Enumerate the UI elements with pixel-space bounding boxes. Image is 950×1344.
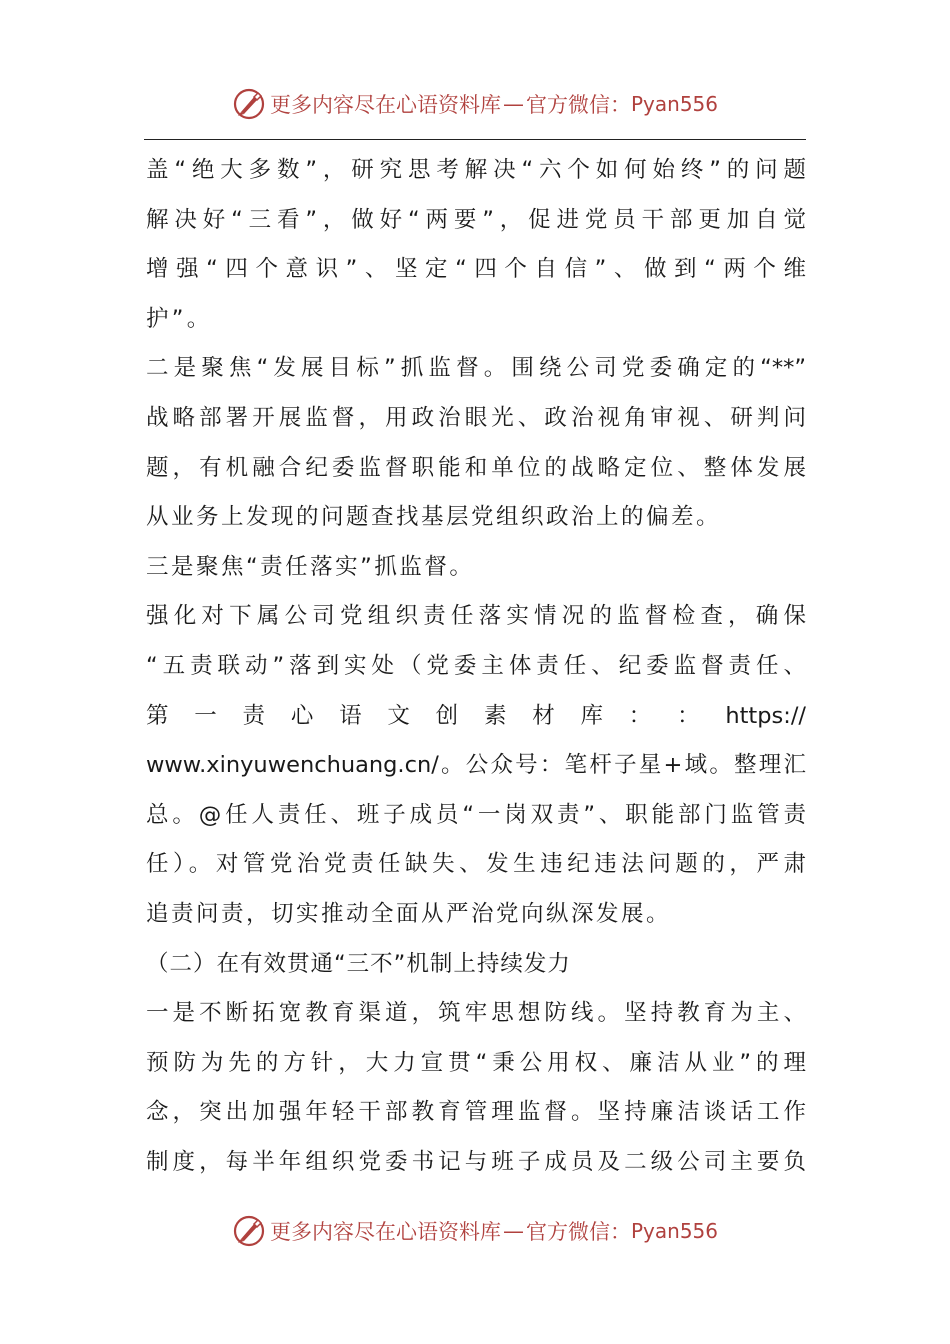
body-line: 第 一 责 心 语 文 创 素 材 库 ： ： https://	[146, 702, 806, 729]
section-heading: （二）在有效贯通“三不”机制上持续发力	[146, 950, 571, 977]
body-line: 任）。对管党治党责任缺失、发生违纪违法问题的，严肃	[146, 851, 806, 878]
body-line: 预防为先的方针，大力宣贯“秉公用权、廉洁从业”的理	[146, 1049, 806, 1076]
body-line: 总。@任人责任、班子成员“一岗双责”、职能部门监管责	[146, 801, 806, 828]
watermark-brand: 更多内容尽在心语资料库	[269, 93, 501, 117]
body-line: 解决好“三看”，做好“两要”，促进党员干部更加自觉	[146, 206, 806, 233]
body-line: 护”。	[146, 305, 213, 332]
header-rule	[144, 139, 806, 140]
watermark-banner-top	[0, 84, 950, 124]
watermark-account: 官方微信：	[525, 93, 631, 117]
watermark-id: Pyan556	[630, 1219, 718, 1243]
body-line: 一是不断拓宽教育渠道，筑牢思想防线。坚持教育为主、	[146, 1000, 806, 1027]
body-line: 三是聚焦“责任落实”抓监督。	[146, 553, 475, 580]
watermark-account: 官方微信：	[525, 1220, 631, 1244]
body-line: 增强“四个意识”、坚定“四个自信”、做到“两个维	[146, 256, 806, 283]
body-line: 从业务上发现的问题查找基层党组织政治上的偏差。	[146, 504, 722, 531]
pen-logo-icon	[232, 87, 266, 121]
watermark-banner-bottom	[0, 1211, 950, 1251]
body-line: 战略部署开展监督，用政治眼光、政治视角审视、研判问	[146, 404, 806, 431]
document-body	[146, 146, 806, 1187]
watermark-separator: —	[502, 1219, 524, 1243]
watermark-brand: 更多内容尽在心语资料库	[269, 1220, 501, 1244]
body-line: www.xinyuwenchuang.cn/。公众号：笔杆子星+域。整理汇	[146, 752, 806, 779]
body-line: 二是聚焦“发展目标”抓监督。围绕公司党委确定的“**”	[146, 355, 806, 382]
body-line: 追责问责，切实推动全面从严治党向纵深发展。	[146, 900, 672, 927]
body-line: 念，突出加强年轻干部教育管理监督。坚持廉洁谈话工作	[146, 1099, 806, 1126]
watermark-id: Pyan556	[630, 92, 718, 116]
body-line: “五责联动”落到实处（党委主体责任、纪委监督责任、	[146, 652, 806, 679]
pen-logo-icon	[232, 1214, 266, 1248]
body-line: 强化对下属公司党组织责任落实情况的监督检查，确保	[146, 603, 806, 630]
watermark-separator: —	[502, 92, 524, 116]
body-line: 盖“绝大多数”，研究思考解决“六个如何始终”的问题	[146, 157, 806, 183]
body-line: 制度，每半年组织党委书记与班子成员及二级公司主要负	[146, 1148, 806, 1175]
body-line: 题，有机融合纪委监督职能和单位的战略定位、整体发展	[146, 454, 806, 481]
